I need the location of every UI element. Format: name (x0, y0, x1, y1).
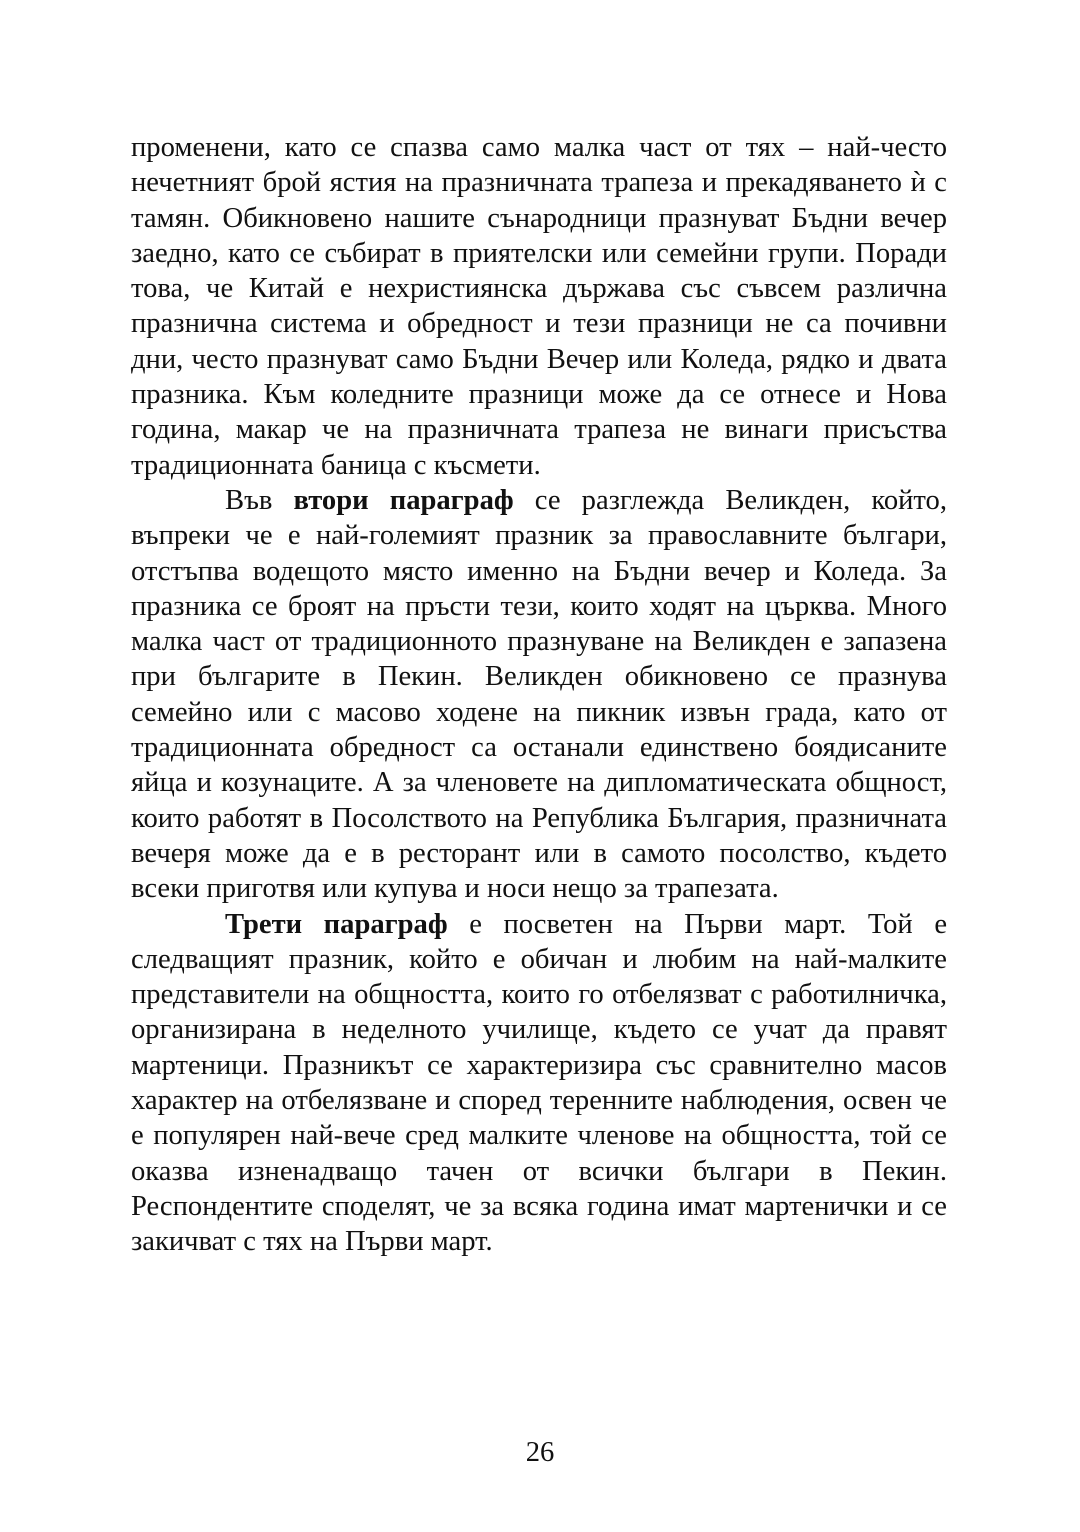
paragraph-martenitsa-heading: Трети параграф (225, 908, 448, 940)
page-number: 26 (525, 1437, 555, 1468)
paragraph-easter (131, 483, 947, 907)
paragraph-easter-text: се разглежда Великден, който, въпреки че е най-големият празник за православните българи, отстъпва водещото място именно на Бъдни вечер и Коледа. За празника се броят на пръсти тези, които ходят на църква. Много малка част от традиционното празнуване на Великден е запазена при българите в Пекин. Великден обикновено се празнува семейно или с масово ходене на пикник извън града, като от традиционната обредност са останали единствено боядисаните яйца и козунаците. А за членовете на дипломатическата общност, които работят в Посолството на Република България, празничната вечеря може да е в ресторант или в самото посолство, където всеки приготвя или купува и носи нещо за трапезата. (131, 484, 947, 905)
paragraph-easter-heading: втори параграф (293, 484, 514, 516)
page-body (131, 130, 947, 1260)
paragraph-martenitsa (131, 907, 947, 1260)
paragraph-easter-lead: Във (225, 484, 294, 516)
paragraph-martenitsa-text: е посветен на Първи март. Той е следващият празник, който е обичан и любим на най-малките представители на общността, които го отбелязват с работилничка, организирана в неделното училище, където се учат да правят мартеници. Празникът се характеризира със сравнително масов характер на отбелязване и според теренните наблюдения, освен че е популярен най-вече сред малките членове на общността, той се оказва изненадващо тачен от всички българи в Пекин. Респондентите споделят, че за всяка година имат мартенички и се закичват с тях на Първи март. (131, 908, 948, 1258)
paragraph-christmas-continued: променени, като се спазва само малка част от тях – най-често нечетният брой ястия на празничната трапеза и прекадяването ѝ с тамян. Обикновено нашите сънародници празнуват Бъдни вечер заедно, като се събират в приятелски или семейни групи. Поради това, че Китай е нехристиянска държава със съвсем различна празнична система и обредност и тези празници не са почивни дни, често празнуват само Бъдни Вечер или Коледа, рядко и двата празника. Към коледните празници може да се отнесе и Нова година, макар че на празничната трапеза не винаги присъства традиционната баница с късмети. (131, 132, 947, 481)
